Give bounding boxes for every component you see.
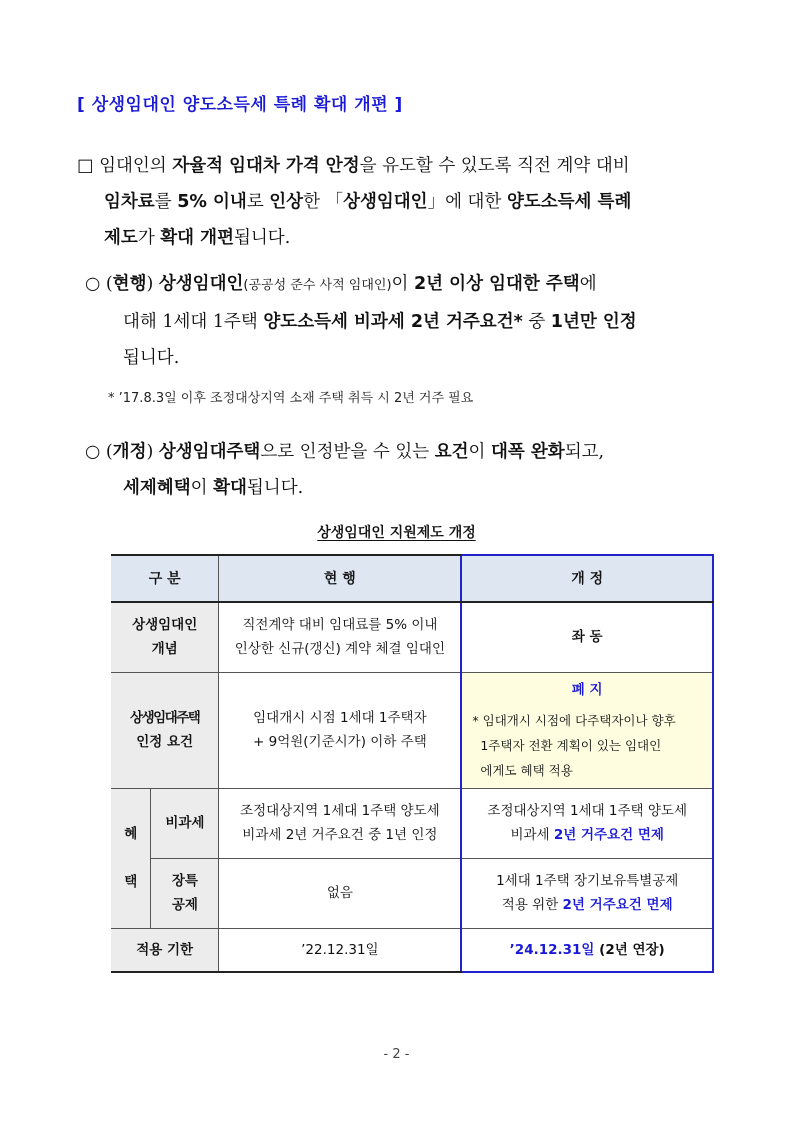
table-row-deduction: [111, 858, 713, 928]
text: ): [146, 274, 159, 294]
cell-revised: [461, 788, 713, 858]
section-title: [ 상생임대인 양도소득세 특례 확대 개편 ]: [77, 95, 403, 115]
cell-line: 인상한 신규(갱신) 계약 체결 임대인: [234, 641, 446, 658]
text: 에: [579, 274, 597, 294]
label-line: 택: [124, 874, 138, 890]
header-revised: 개 정: [461, 555, 713, 602]
row-label: 적용 기한: [111, 928, 219, 972]
text: 됩니다.: [246, 478, 304, 498]
highlight-text: ’24.12.31일: [509, 941, 595, 958]
cell-revised: [461, 858, 713, 928]
emphasis: 2년 이상 임대한 주택: [414, 274, 580, 294]
cell-revised: [461, 672, 713, 788]
benefit-label: [111, 788, 151, 928]
text: 이: [468, 442, 491, 462]
row-label: [151, 858, 219, 928]
label-line: 상생임대인: [132, 617, 198, 634]
emphasis: 자율적 임대차 가격 안정: [172, 156, 360, 176]
paragraph-revised: [85, 434, 717, 506]
emphasis: 양도소득세 비과세 2년 거주요건*: [263, 312, 523, 332]
text: 으로 인정받을 수 있는: [260, 442, 435, 462]
emphasis: 5% 이내: [177, 192, 247, 212]
highlight-text: 2년 거주요건 면제: [553, 827, 664, 843]
text: 」에 대한: [427, 192, 507, 212]
note-line: * 임대개시 시점에 다주택자이나 향후: [472, 712, 676, 728]
emphasis: 임차료: [104, 192, 155, 212]
comparison-table: [111, 554, 714, 973]
table-header-row: [111, 555, 713, 602]
emphasis: 제도: [104, 228, 138, 248]
cell-current: [219, 602, 462, 672]
cell-line: 비과세: [510, 827, 554, 843]
emphasis: 확대: [213, 478, 247, 498]
cell-revised: 좌 동: [461, 602, 713, 672]
cell-revised: [461, 928, 713, 972]
cell-current: [219, 788, 462, 858]
emphasis: 상생임대주택: [158, 442, 261, 462]
label-line: 공제: [171, 897, 198, 913]
cell-line: (2년 연장): [594, 941, 665, 958]
row-label: 비과세: [151, 788, 219, 858]
row-label: [111, 672, 219, 788]
text: 중: [522, 312, 551, 332]
header-category: 구 분: [111, 555, 219, 602]
text: 됩니다.: [123, 348, 180, 368]
label-line: 인정 요건: [136, 734, 194, 750]
cell-line: 1세대 1주택 장기보유특별공제: [496, 873, 679, 889]
emphasis: 상생임대인: [343, 192, 428, 212]
table-row-taxexempt: [111, 788, 713, 858]
emphasis: 상생임대인: [158, 274, 244, 294]
page-number: - 2 -: [383, 1047, 410, 1062]
cell-current: [219, 672, 462, 788]
cell-line: 비과세 2년 거주요건 중 1년 인정: [242, 827, 438, 843]
text: (공공성 준수 사적 임대인): [243, 278, 392, 293]
abolish-label: 폐 지: [571, 681, 603, 698]
emphasis: 요건: [434, 442, 469, 462]
header-current: 현 행: [219, 555, 462, 602]
cell-line: 조정대상지역 1세대 1주택 양도세: [487, 803, 687, 819]
paragraph-current: [85, 266, 717, 376]
text: 이: [190, 478, 214, 498]
emphasis: 확대 개편: [160, 228, 234, 248]
text: 이: [391, 274, 414, 294]
revised-note: [468, 708, 706, 783]
cell-current: 없음: [219, 858, 462, 928]
paragraph-intro: [77, 148, 717, 256]
table-row-deadline: [111, 928, 713, 972]
text: 를: [154, 192, 178, 212]
emphasis: 1년만 인정: [550, 312, 637, 332]
text: 을 유도할 수 있도록 직전 계약 대비: [359, 156, 630, 176]
text: ): [146, 442, 159, 462]
cell-line: + 9억원(기준시가) 이하 주택: [253, 734, 427, 750]
emphasis: 개정: [112, 442, 147, 462]
emphasis: 대폭 완화: [491, 442, 565, 462]
text: 가: [137, 228, 161, 248]
footnote: * ’17.8.3일 이후 조정대상지역 소재 주택 취득 시 2년 거주 필요: [108, 391, 474, 406]
emphasis: 현행: [112, 274, 147, 294]
text: 대해 1세대 1주택: [123, 312, 264, 332]
cell-line: 적용 위한: [501, 897, 563, 913]
label-line: 혜: [124, 826, 138, 842]
label-line: 장특: [171, 873, 198, 889]
label-line: 개념: [151, 641, 178, 658]
emphasis: 양도소득세 특례: [506, 192, 632, 212]
table-caption: 상생임대인 지원제도 개정: [317, 525, 476, 541]
note-line: 1주택자 전환 계획이 있는 임대인: [480, 737, 662, 753]
cell-line: 조정대상지역 1세대 1주택 양도세: [240, 803, 440, 819]
note-line: 에게도 혜택 적용: [480, 762, 573, 778]
cell-line: 직전계약 대비 임대료를 5% 이내: [242, 617, 438, 634]
text: 되고,: [564, 442, 605, 462]
highlight-text: 2년 거주요건 면제: [562, 897, 673, 913]
row-label: [111, 602, 219, 672]
text: ○ (: [85, 442, 113, 462]
text: 로: [246, 192, 270, 212]
label-line: 상생임대주택: [130, 710, 200, 726]
text: ○ (: [85, 274, 113, 294]
text: 됩니다.: [234, 228, 291, 248]
text: □ 임대인의: [77, 156, 173, 176]
table-row-concept: [111, 602, 713, 672]
text: 한 「: [303, 192, 344, 212]
table-row-requirements: [111, 672, 713, 788]
emphasis: 인상: [269, 192, 304, 212]
cell-current: ’22.12.31일: [219, 928, 462, 972]
cell-line: 임대개시 시점 1세대 1주택자: [253, 710, 427, 726]
emphasis: 세제혜택: [123, 478, 191, 498]
